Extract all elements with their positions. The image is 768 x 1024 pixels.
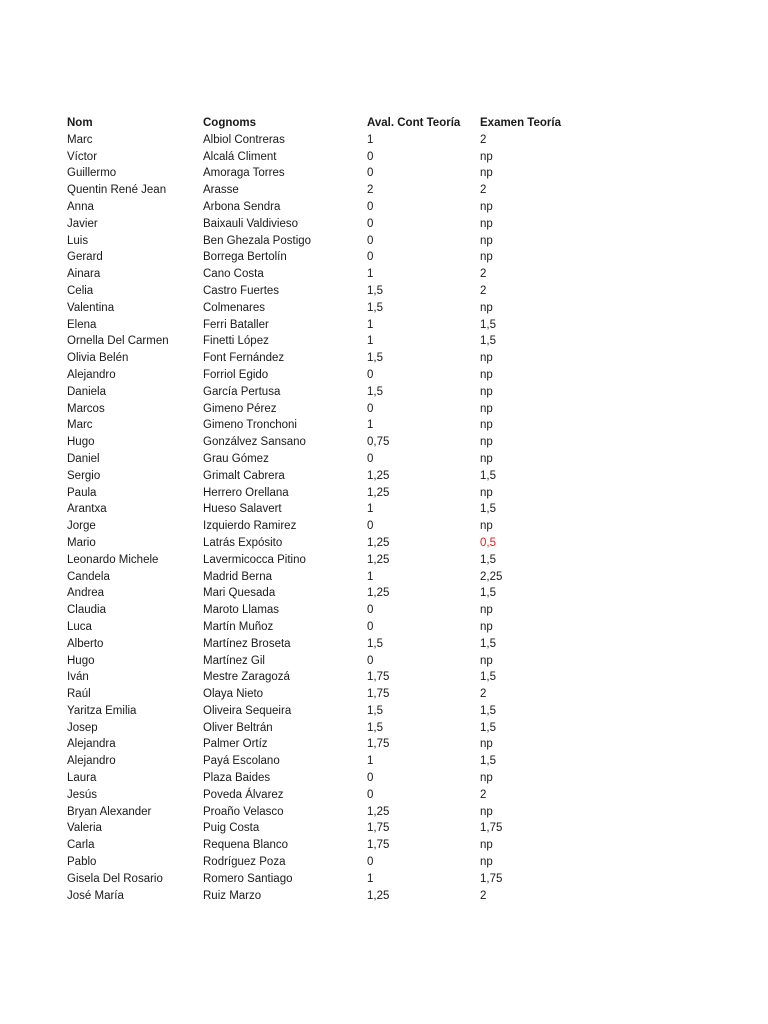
cell-aval-cont-teoria: 0 <box>367 150 374 163</box>
cell-examen-teoria: np <box>480 167 493 180</box>
cell-aval-cont-teoria: 0 <box>367 452 374 465</box>
cell-nom: Iván <box>67 671 89 684</box>
cell-aval-cont-teoria: 0 <box>367 654 374 667</box>
cell-examen-teoria: 2 <box>480 268 487 281</box>
cell-examen-teoria: np <box>480 738 493 751</box>
cell-examen-teoria: 2 <box>480 788 487 801</box>
table-row <box>67 165 580 182</box>
cell-examen-teoria: np <box>480 200 493 213</box>
header-aval-cont-teoria: Aval. Cont Teoría <box>367 117 461 129</box>
header-cognoms: Cognoms <box>203 117 257 129</box>
cell-aval-cont-teoria: 1 <box>367 570 374 583</box>
table-row <box>67 518 580 535</box>
cell-nom: Gisela Del Rosario <box>67 872 163 885</box>
cell-aval-cont-teoria: 0,75 <box>367 436 390 449</box>
table-row <box>67 233 580 250</box>
cell-aval-cont-teoria: 1,5 <box>367 284 383 297</box>
header-examen-teoria: Examen Teoría <box>480 117 561 129</box>
cell-examen-teoria: np <box>480 856 493 869</box>
cell-aval-cont-teoria: 1,5 <box>367 352 383 365</box>
cell-examen-teoria: np <box>480 772 493 785</box>
cell-aval-cont-teoria: 1,5 <box>367 385 383 398</box>
cell-examen-teoria: np <box>480 620 493 633</box>
cell-aval-cont-teoria: 1,25 <box>367 553 390 566</box>
cell-nom: Mario <box>67 536 96 549</box>
cell-nom: Víctor <box>67 150 98 163</box>
cell-nom: Gerard <box>67 251 103 264</box>
cell-nom: Jesús <box>67 788 98 801</box>
cell-cognoms: Amoraga Torres <box>203 167 285 180</box>
cell-aval-cont-teoria: 1,5 <box>367 721 383 734</box>
cell-examen-teoria: np <box>480 654 493 667</box>
cell-nom: Paula <box>67 486 97 499</box>
cell-cognoms: Colmenares <box>203 301 265 314</box>
table-row <box>67 300 580 317</box>
cell-examen-teoria: np <box>480 452 493 465</box>
table-row <box>67 736 580 753</box>
cell-cognoms: Maroto Llamas <box>203 604 280 617</box>
cell-examen-teoria: np <box>480 217 493 230</box>
cell-nom: Hugo <box>67 436 95 449</box>
cell-aval-cont-teoria: 0 <box>367 520 374 533</box>
cell-cognoms: Rodríguez Poza <box>203 856 286 869</box>
cell-cognoms: Arbona Sendra <box>203 200 281 213</box>
cell-nom: Celia <box>67 284 94 297</box>
cell-cognoms: Ruiz Marzo <box>203 889 262 902</box>
cell-aval-cont-teoria: 0 <box>367 234 374 247</box>
cell-examen-teoria: np <box>480 234 493 247</box>
table-row <box>67 619 580 636</box>
cell-nom: Claudia <box>67 604 106 617</box>
cell-cognoms: Oliveira Sequeira <box>203 704 292 717</box>
cell-examen-teoria: np <box>480 604 493 617</box>
cell-cognoms: Madrid Berna <box>203 570 273 583</box>
cell-nom: Bryan Alexander <box>67 805 152 818</box>
table-row <box>67 149 580 166</box>
table-row <box>67 703 580 720</box>
cell-cognoms: Lavermicocca Pitino <box>203 553 306 566</box>
cell-cognoms: Payá Escolano <box>203 755 280 768</box>
cell-nom: Yaritza Emilia <box>67 704 137 717</box>
cell-examen-teoria: np <box>480 839 493 852</box>
cell-cognoms: Cano Costa <box>203 268 264 281</box>
cell-aval-cont-teoria: 2 <box>367 184 374 197</box>
cell-cognoms: Hueso Salavert <box>203 503 282 516</box>
cell-nom: Raúl <box>67 688 91 701</box>
cell-aval-cont-teoria: 0 <box>367 604 374 617</box>
cell-examen-teoria: 1,5 <box>480 755 496 768</box>
cell-aval-cont-teoria: 1,25 <box>367 536 390 549</box>
cell-examen-teoria: np <box>480 301 493 314</box>
table-row <box>67 854 580 871</box>
cell-cognoms: Borrega Bertolín <box>203 251 287 264</box>
cell-examen-teoria: 1,75 <box>480 822 503 835</box>
table-row <box>67 686 580 703</box>
header-row <box>67 115 580 132</box>
cell-cognoms: Arasse <box>203 184 239 197</box>
cell-nom: Arantxa <box>67 503 107 516</box>
cell-nom: Anna <box>67 200 94 213</box>
cell-examen-teoria: 2 <box>480 184 487 197</box>
cell-cognoms: Gimeno Tronchoni <box>203 419 297 432</box>
cell-cognoms: Gimeno Pérez <box>203 402 277 415</box>
table-row <box>67 653 580 670</box>
cell-examen-teoria: 2 <box>480 889 487 902</box>
cell-nom: Daniel <box>67 452 100 465</box>
table-row <box>67 602 580 619</box>
cell-examen-teoria: 1,5 <box>480 503 496 516</box>
table-row <box>67 888 580 905</box>
table-row <box>67 367 580 384</box>
table-row <box>67 384 580 401</box>
cell-cognoms: Castro Fuertes <box>203 284 280 297</box>
cell-nom: Alejandro <box>67 368 116 381</box>
cell-aval-cont-teoria: 0 <box>367 200 374 213</box>
table-row <box>67 350 580 367</box>
cell-examen-teoria: np <box>480 486 493 499</box>
cell-aval-cont-teoria: 0 <box>367 167 374 180</box>
cell-aval-cont-teoria: 1,25 <box>367 469 390 482</box>
cell-aval-cont-teoria: 1 <box>367 335 374 348</box>
cell-aval-cont-teoria: 1,25 <box>367 587 390 600</box>
cell-examen-teoria: 2,25 <box>480 570 503 583</box>
cell-cognoms: Finetti López <box>203 335 269 348</box>
cell-nom: Ainara <box>67 268 101 281</box>
table-row <box>67 804 580 821</box>
cell-cognoms: Herrero Orellana <box>203 486 289 499</box>
cell-nom: Alejandra <box>67 738 116 751</box>
cell-examen-teoria: np <box>480 520 493 533</box>
cell-examen-teoria: 1,5 <box>480 704 496 717</box>
cell-aval-cont-teoria: 0 <box>367 772 374 785</box>
cell-aval-cont-teoria: 1 <box>367 755 374 768</box>
cell-examen-teoria: 1,5 <box>480 587 496 600</box>
cell-nom: Laura <box>67 772 97 785</box>
cell-cognoms: García Pertusa <box>203 385 281 398</box>
cell-cognoms: Martín Muñoz <box>203 620 274 633</box>
cell-cognoms: Puig Costa <box>203 822 260 835</box>
cell-aval-cont-teoria: 0 <box>367 251 374 264</box>
cell-cognoms: Romero Santiago <box>203 872 293 885</box>
cell-cognoms: Olaya Nieto <box>203 688 264 701</box>
cell-aval-cont-teoria: 1 <box>367 419 374 432</box>
cell-examen-teoria: 0,5 <box>480 536 496 549</box>
cell-nom: Candela <box>67 570 110 583</box>
cell-aval-cont-teoria: 1 <box>367 872 374 885</box>
table-row <box>67 720 580 737</box>
cell-examen-teoria: np <box>480 251 493 264</box>
cell-examen-teoria: np <box>480 436 493 449</box>
cell-aval-cont-teoria: 0 <box>367 856 374 869</box>
table-row <box>67 468 580 485</box>
cell-examen-teoria: 1,5 <box>480 553 496 566</box>
cell-examen-teoria: 1,5 <box>480 637 496 650</box>
cell-nom: Daniela <box>67 385 106 398</box>
cell-aval-cont-teoria: 1,5 <box>367 301 383 314</box>
cell-nom: Elena <box>67 318 97 331</box>
cell-cognoms: Oliver Beltrán <box>203 721 273 734</box>
cell-nom: Jorge <box>67 520 96 533</box>
table-row <box>67 585 580 602</box>
cell-aval-cont-teoria: 0 <box>367 788 374 801</box>
cell-cognoms: Mari Quesada <box>203 587 276 600</box>
table-row <box>67 669 580 686</box>
table-row <box>67 401 580 418</box>
cell-nom: Marc <box>67 133 93 146</box>
cell-cognoms: Palmer Ortíz <box>203 738 268 751</box>
cell-aval-cont-teoria: 1,25 <box>367 805 390 818</box>
cell-cognoms: Grau Gómez <box>203 452 269 465</box>
cell-aval-cont-teoria: 1,75 <box>367 671 390 684</box>
header-nom: Nom <box>67 117 93 129</box>
cell-cognoms: Alcalá Climent <box>203 150 277 163</box>
cell-cognoms: Requena Blanco <box>203 839 289 852</box>
cell-aval-cont-teoria: 0 <box>367 368 374 381</box>
table-row <box>67 283 580 300</box>
cell-examen-teoria: np <box>480 805 493 818</box>
cell-cognoms: Mestre Zaragozá <box>203 671 290 684</box>
cell-nom: Pablo <box>67 856 97 869</box>
table-row <box>67 333 580 350</box>
cell-examen-teoria: np <box>480 419 493 432</box>
cell-examen-teoria: 2 <box>480 133 487 146</box>
cell-cognoms: Martínez Broseta <box>203 637 291 650</box>
cell-nom: José María <box>67 889 124 902</box>
table-body <box>67 132 580 905</box>
cell-cognoms: Forriol Egido <box>203 368 269 381</box>
cell-nom: Luis <box>67 234 89 247</box>
table-row <box>67 770 580 787</box>
table-row <box>67 753 580 770</box>
cell-cognoms: Ferri Bataller <box>203 318 269 331</box>
cell-examen-teoria: 1,5 <box>480 335 496 348</box>
cell-examen-teoria: 1,75 <box>480 872 503 885</box>
cell-examen-teoria: np <box>480 368 493 381</box>
table-row <box>67 317 580 334</box>
cell-examen-teoria: 1,5 <box>480 721 496 734</box>
table-header <box>67 115 580 132</box>
table-row <box>67 417 580 434</box>
cell-nom: Marcos <box>67 402 105 415</box>
cell-nom: Sergio <box>67 469 101 482</box>
cell-nom: Javier <box>67 217 98 230</box>
cell-nom: Alejandro <box>67 755 116 768</box>
cell-cognoms: Albiol Contreras <box>203 133 285 146</box>
table-row <box>67 552 580 569</box>
table-row <box>67 249 580 266</box>
cell-aval-cont-teoria: 0 <box>367 620 374 633</box>
table-row <box>67 636 580 653</box>
cell-cognoms: Grimalt Cabrera <box>203 469 285 482</box>
cell-examen-teoria: 2 <box>480 688 487 701</box>
cell-nom: Ornella Del Carmen <box>67 335 169 348</box>
cell-nom: Olivia Belén <box>67 352 129 365</box>
table-row <box>67 501 580 518</box>
cell-nom: Hugo <box>67 654 95 667</box>
table-row <box>67 820 580 837</box>
table-row <box>67 216 580 233</box>
table-row <box>67 199 580 216</box>
cell-cognoms: Font Fernández <box>203 352 285 365</box>
cell-cognoms: Baixauli Valdivieso <box>203 217 299 230</box>
cell-cognoms: Izquierdo Ramirez <box>203 520 297 533</box>
cell-cognoms: Ben Ghezala Postigo <box>203 234 312 247</box>
cell-aval-cont-teoria: 1 <box>367 268 374 281</box>
cell-aval-cont-teoria: 1,5 <box>367 637 383 650</box>
cell-nom: Valentina <box>67 301 115 314</box>
table-row <box>67 569 580 586</box>
cell-nom: Luca <box>67 620 92 633</box>
cell-aval-cont-teoria: 0 <box>367 217 374 230</box>
cell-nom: Quentin René Jean <box>67 184 167 197</box>
cell-cognoms: Gonzálvez Sansano <box>203 436 306 449</box>
table-row <box>67 266 580 283</box>
cell-examen-teoria: 1,5 <box>480 318 496 331</box>
cell-cognoms: Poveda Álvarez <box>203 788 284 801</box>
cell-aval-cont-teoria: 1,25 <box>367 889 390 902</box>
cell-nom: Leonardo Michele <box>67 553 159 566</box>
cell-examen-teoria: np <box>480 385 493 398</box>
table-row <box>67 535 580 552</box>
table-row <box>67 485 580 502</box>
cell-aval-cont-teoria: 1,25 <box>367 486 390 499</box>
cell-cognoms: Proaño Velasco <box>203 805 284 818</box>
table-row <box>67 132 580 149</box>
cell-examen-teoria: 1,5 <box>480 671 496 684</box>
cell-aval-cont-teoria: 1,75 <box>367 839 390 852</box>
cell-aval-cont-teoria: 1 <box>367 318 374 331</box>
cell-examen-teoria: np <box>480 402 493 415</box>
cell-cognoms: Latrás Expósito <box>203 536 283 549</box>
cell-nom: Alberto <box>67 637 104 650</box>
cell-aval-cont-teoria: 1,75 <box>367 688 390 701</box>
table-row <box>67 182 580 199</box>
cell-nom: Andrea <box>67 587 105 600</box>
cell-examen-teoria: np <box>480 150 493 163</box>
cell-cognoms: Martínez Gil <box>203 654 265 667</box>
cell-nom: Josep <box>67 721 98 734</box>
grades-table <box>67 115 580 904</box>
table-row <box>67 787 580 804</box>
table-row <box>67 451 580 468</box>
cell-aval-cont-teoria: 1 <box>367 133 374 146</box>
cell-examen-teoria: 1,5 <box>480 469 496 482</box>
cell-examen-teoria: np <box>480 352 493 365</box>
table-row <box>67 837 580 854</box>
table-row <box>67 434 580 451</box>
cell-aval-cont-teoria: 1,75 <box>367 738 390 751</box>
table-row <box>67 871 580 888</box>
cell-aval-cont-teoria: 1 <box>367 503 374 516</box>
cell-nom: Marc <box>67 419 93 432</box>
cell-nom: Valeria <box>67 822 102 835</box>
cell-cognoms: Plaza Baides <box>203 772 271 785</box>
cell-aval-cont-teoria: 1,5 <box>367 704 383 717</box>
cell-nom: Guillermo <box>67 167 117 180</box>
cell-nom: Carla <box>67 839 95 852</box>
cell-aval-cont-teoria: 1,75 <box>367 822 390 835</box>
cell-aval-cont-teoria: 0 <box>367 402 374 415</box>
cell-examen-teoria: 2 <box>480 284 487 297</box>
